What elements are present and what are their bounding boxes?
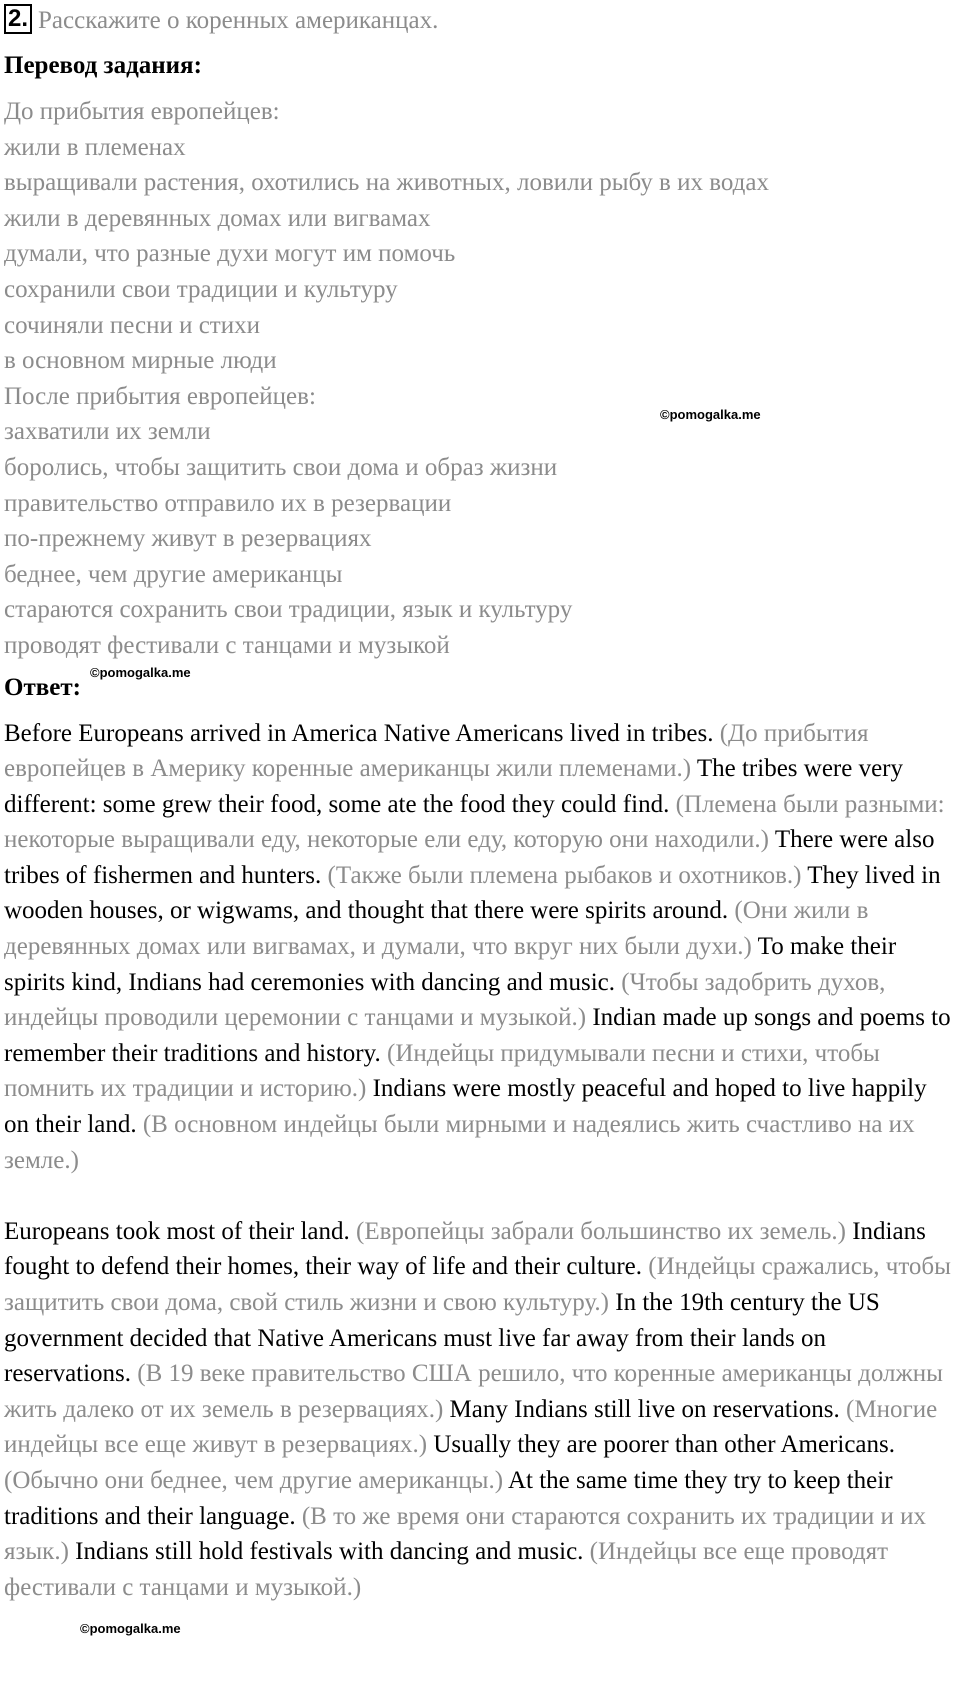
translation-line: жили в деревянных домах или вигвамах: [4, 204, 431, 232]
answer-paragraph: [4, 1214, 956, 1606]
task-text: Расскажите о коренных американцах.: [38, 7, 439, 34]
translation-list: [4, 94, 956, 664]
english-sentence: Many Indians still live on reservations.: [449, 1395, 840, 1423]
english-sentence: There were also tribes of fishermen and hunters.: [4, 826, 935, 889]
translation-line: беднее, чем другие американцы: [4, 560, 343, 588]
english-sentence: At the same time they try to keep their traditions and their language.: [4, 1466, 893, 1530]
translation-line: по-прежнему живут в резервациях: [4, 525, 372, 553]
russian-translation: (Обычно они беднее, чем другие американцы.): [4, 1466, 504, 1494]
russian-translation: (Европейцы забрали большинство их земель.): [356, 1217, 846, 1245]
english-sentence: Indians were mostly peaceful and hoped to live happily on their land.: [4, 1075, 927, 1139]
russian-translation: (В то же время они стараются сохранить их традиции и их язык.): [4, 1502, 926, 1566]
english-sentence: The tribes were very different: some grew their food, some ate the food they could find.: [4, 755, 904, 818]
english-sentence: They lived in wooden houses, or wigwams, and thought that there were spirits around.: [4, 861, 941, 925]
russian-translation: (Племена были разными: некоторые выращивали еду, некоторые ели еду, которую они находили.): [4, 790, 945, 854]
translation-line: правительство отправило их в резервации: [4, 489, 452, 517]
russian-translation: (Многие индейцы все еще живут в резервациях.): [4, 1395, 938, 1459]
translation-line: сочиняли песни и стихи: [4, 311, 260, 339]
translation-line: стараются сохранить свои традиции, язык и культуру: [4, 596, 573, 624]
russian-translation: (Индейцы все еще проводят фестивали с танцами и музыкой.): [4, 1538, 889, 1601]
russian-translation: (Они жили в деревянных домах или вигвамах, и думали, что вкруг них были духи.): [4, 897, 869, 961]
english-sentence: In the 19th century the US government decided that Native Americans must live far away from their lands on reservations.: [4, 1289, 880, 1388]
watermark: ©pomogalka.me: [660, 407, 761, 422]
watermark: ©pomogalka.me: [80, 1621, 181, 1636]
translation-line: сохранили свои традиции и культуру: [4, 275, 398, 303]
translation-line: После прибытия европейцев:: [4, 382, 316, 410]
russian-translation: (В 19 веке правительство США решило, что коренные американцы должны жить далеко от их земель в резервациях.): [4, 1360, 943, 1423]
answer-heading: Ответ:: [4, 673, 81, 701]
task-number: 2.: [4, 4, 32, 34]
english-sentence: Usually they are poorer than other Americans.: [433, 1431, 895, 1459]
translation-line: захватили их земли: [4, 418, 211, 446]
translation-heading: Перевод задания:: [4, 52, 202, 79]
english-sentence: Before Europeans arrived in America Native Americans lived in tribes.: [4, 719, 714, 747]
translation-line: в основном мирные люди: [4, 347, 277, 375]
translation-line: проводят фестивали с танцами и музыкой: [4, 631, 450, 659]
translation-line: До прибытия европейцев:: [4, 98, 280, 125]
translation-line: боролись, чтобы защитить свои дома и образ жизни: [4, 453, 558, 481]
english-sentence: To make their spirits kind, Indians had ceremonies with dancing and music.: [4, 933, 897, 996]
russian-translation: (До прибытия европейцев в Америку коренные американцы жили племенами.): [4, 719, 869, 783]
russian-translation: (Чтобы задобрить духов, индейцы проводили церемонии с танцами и музыкой.): [4, 968, 886, 1032]
english-sentence: Indians still hold festivals with dancing and music.: [75, 1538, 584, 1566]
english-sentence: Indians fought to defend their homes, their way of life and their culture.: [4, 1217, 926, 1281]
english-sentence: Indian made up songs and poems to remember their traditions and history.: [4, 1004, 951, 1067]
answer-paragraph: [4, 716, 956, 1179]
english-sentence: Europeans took most of their land.: [4, 1217, 350, 1245]
translation-line: жили в племенах: [4, 133, 186, 161]
translation-line: выращивали растения, охотились на животных, ловили рыбу в их водах: [4, 169, 769, 197]
russian-translation: (Индейцы придумывали песни и стихи, чтобы помнить их традиции и историю.): [4, 1039, 880, 1103]
page: [4, 2, 956, 1605]
task-line: [4, 2, 956, 40]
translation-line: думали, что разные духи могут им помочь: [4, 240, 456, 268]
watermark: ©pomogalka.me: [90, 665, 191, 680]
russian-translation: (Индейцы сражались, чтобы защитить свои дома, свой стиль жизни и свою культуру.): [4, 1253, 951, 1316]
russian-translation: (В основном индейцы были мирными и надеялись жить счастливо на их земле.): [4, 1111, 915, 1174]
answer-text: [4, 716, 956, 1606]
russian-translation: (Также были племена рыбаков и охотников.): [327, 861, 802, 889]
